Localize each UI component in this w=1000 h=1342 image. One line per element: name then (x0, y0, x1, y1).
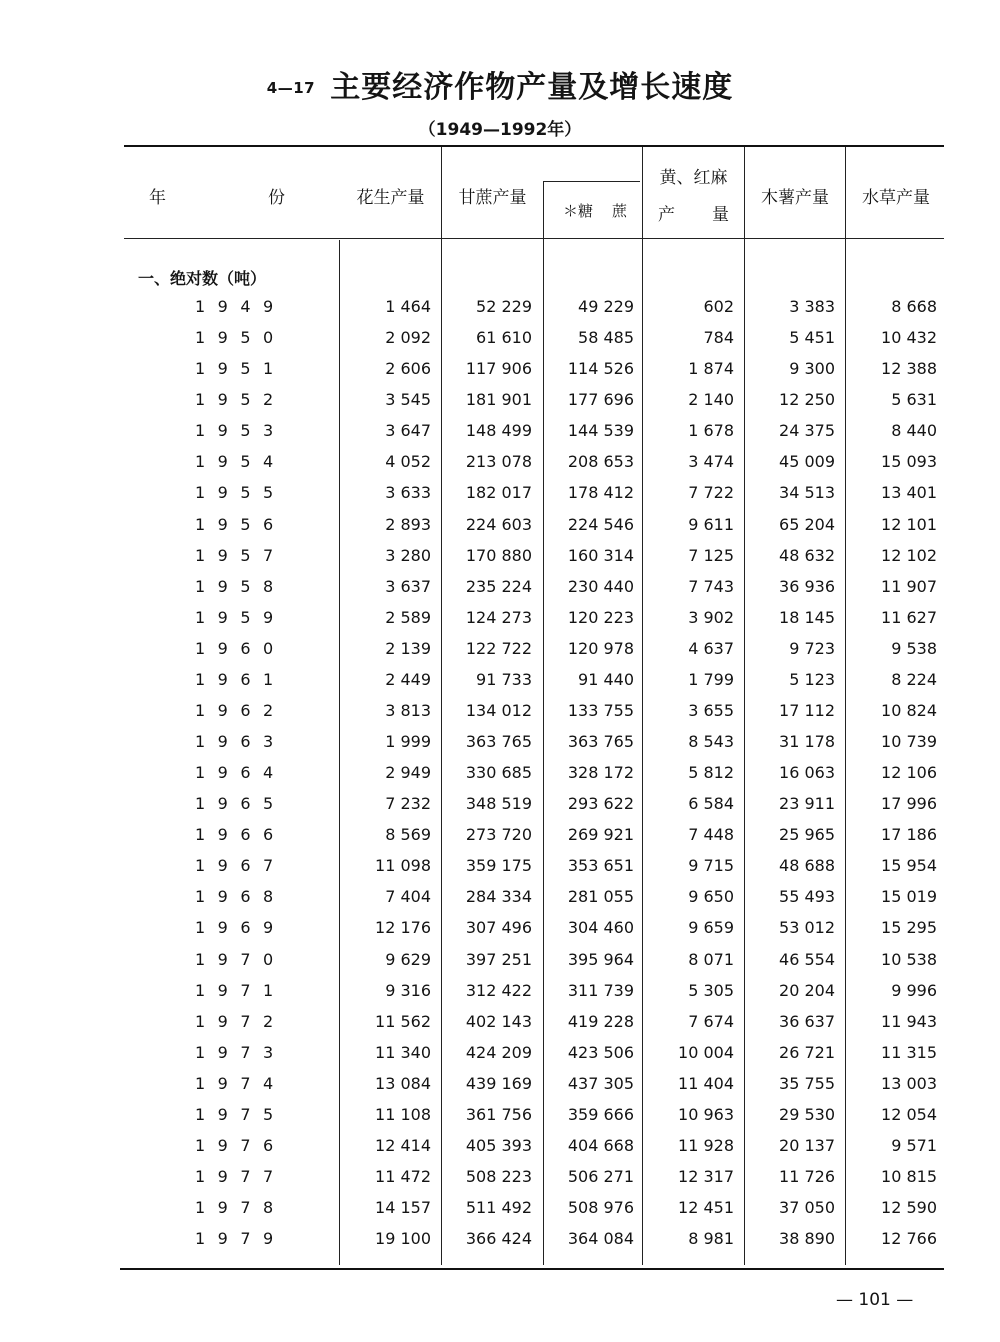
cell-cassava: 48 632 (779, 545, 835, 565)
cell-peanut: 2 449 (385, 669, 431, 689)
cell-sugarcane: 439 169 (465, 1073, 532, 1093)
cell-sugarcane: 52 229 (476, 297, 532, 316)
cell-sugarcane: 182 017 (465, 483, 532, 503)
table-row (0, 701, 1000, 732)
cell-sugarcane: 508 223 (465, 1167, 532, 1186)
cell-jute: 10 963 (678, 1104, 734, 1124)
cell-jute: 1 799 (688, 669, 734, 689)
row-year: 1979 (195, 1229, 286, 1249)
cell-rush: 10 432 (881, 328, 937, 348)
cell-sugarcane: 359 175 (465, 856, 532, 876)
cell-sugar-cane: 120 978 (567, 638, 634, 658)
cell-rush: 11 627 (881, 607, 937, 627)
cell-jute: 11 928 (678, 1135, 734, 1155)
cell-sugar-cane: 269 921 (567, 825, 634, 845)
cell-rush: 12 388 (881, 359, 937, 379)
table-row (0, 1136, 1000, 1167)
cell-sugarcane: 181 901 (465, 390, 532, 410)
cell-peanut: 3 813 (385, 700, 431, 720)
cell-cassava: 11 726 (779, 1167, 835, 1186)
cell-cassava: 24 375 (779, 421, 835, 441)
cell-cassava: 36 637 (779, 1011, 835, 1031)
row-year: 1959 (195, 607, 286, 627)
cell-jute: 784 (703, 328, 734, 348)
cell-cassava: 46 554 (779, 949, 835, 969)
table-row (0, 515, 1000, 546)
cell-sugar-cane: 281 055 (567, 887, 634, 907)
table-row (0, 918, 1000, 949)
table-row (0, 670, 1000, 701)
cell-sugar-cane: 133 755 (567, 700, 634, 720)
table-row (0, 639, 1000, 670)
cell-sugarcane: 361 756 (465, 1104, 532, 1124)
cell-cassava: 12 250 (779, 390, 835, 410)
header-peanut: 花生产量 (356, 188, 425, 208)
cell-rush: 12 766 (881, 1229, 937, 1249)
cell-sugarcane: 348 519 (465, 794, 532, 814)
cell-cassava: 38 890 (779, 1229, 835, 1249)
cell-cassava: 20 137 (779, 1135, 835, 1155)
row-year: 1954 (195, 452, 286, 472)
row-year: 1978 (195, 1198, 286, 1217)
cell-rush: 17 996 (881, 794, 937, 814)
cell-sugarcane: 402 143 (465, 1011, 532, 1031)
cell-peanut: 12 414 (375, 1135, 431, 1155)
cell-jute: 1 678 (688, 421, 734, 441)
cell-rush: 8 668 (891, 297, 937, 316)
row-year: 1952 (195, 390, 286, 410)
cell-rush: 12 102 (881, 545, 937, 565)
header-sugarcane: 甘蔗产量 (458, 188, 527, 208)
cell-peanut: 11 108 (375, 1104, 431, 1124)
cell-rush: 10 815 (881, 1167, 937, 1186)
table-row (0, 1012, 1000, 1043)
cell-peanut: 11 340 (375, 1042, 431, 1062)
row-year: 1971 (195, 980, 286, 1000)
cell-sugar-cane: 404 668 (567, 1135, 634, 1155)
table-row (0, 1229, 1000, 1260)
header-year-left: 年 (149, 188, 166, 208)
row-year: 1949 (195, 297, 286, 316)
row-year: 1956 (195, 514, 286, 534)
row-year: 1970 (195, 949, 286, 969)
cell-cassava: 5 123 (789, 669, 835, 689)
cell-peanut: 2 606 (385, 359, 431, 379)
cell-rush: 8 224 (891, 669, 937, 689)
cell-sugarcane: 61 610 (476, 328, 532, 348)
table-row (0, 732, 1000, 763)
table-row (0, 390, 1000, 421)
top-rule (124, 145, 944, 147)
cell-sugar-cane: 437 305 (567, 1073, 634, 1093)
table-row (0, 1198, 1000, 1229)
cell-peanut: 3 637 (385, 576, 431, 596)
cell-rush: 8 440 (891, 421, 937, 441)
row-year: 1972 (195, 1011, 286, 1031)
table-row (0, 981, 1000, 1012)
header-jute-line1: 黄、红麻 (659, 168, 728, 188)
cell-sugarcane: 366 424 (465, 1229, 532, 1249)
table-number: 4—17 (266, 79, 316, 97)
header-year-right: 份 (268, 188, 285, 208)
cell-peanut: 2 139 (385, 638, 431, 658)
cell-sugarcane: 312 422 (465, 980, 532, 1000)
cell-peanut: 11 562 (375, 1011, 431, 1031)
cell-sugarcane: 148 499 (465, 421, 532, 441)
cell-jute: 11 404 (678, 1073, 734, 1093)
header-sugar-cane-2: 蔗 (612, 202, 628, 220)
cell-sugar-cane: 423 506 (567, 1042, 634, 1062)
cell-rush: 10 824 (881, 700, 937, 720)
cell-cassava: 3 383 (789, 297, 835, 316)
cell-sugarcane: 170 880 (465, 545, 532, 565)
cell-sugarcane: 235 224 (465, 576, 532, 596)
cell-jute: 8 071 (688, 949, 734, 969)
cell-sugar-cane: 114 526 (567, 359, 634, 379)
cell-sugar-cane: 49 229 (578, 297, 634, 316)
cell-rush: 9 571 (891, 1135, 937, 1155)
cell-sugarcane: 330 685 (465, 763, 532, 782)
row-year: 1974 (195, 1073, 286, 1093)
header-jute-line2b: 量 (712, 205, 729, 225)
table-subtitle: （1949—1992年） (418, 120, 582, 140)
cell-cassava: 45 009 (779, 452, 835, 472)
table-row (0, 794, 1000, 825)
cell-peanut: 7 404 (385, 887, 431, 907)
cell-jute: 5 812 (688, 763, 734, 782)
cell-cassava: 26 721 (779, 1042, 835, 1062)
cell-jute: 3 655 (688, 700, 734, 720)
table-row (0, 577, 1000, 608)
cell-peanut: 2 893 (385, 514, 431, 534)
row-year: 1976 (195, 1135, 286, 1155)
table-row (0, 1167, 1000, 1198)
cell-rush: 15 954 (881, 856, 937, 876)
cell-sugar-cane: 293 622 (567, 794, 634, 814)
row-year: 1965 (195, 794, 286, 814)
cell-rush: 12 590 (881, 1198, 937, 1217)
cell-cassava: 37 050 (779, 1198, 835, 1217)
cell-sugarcane: 213 078 (465, 452, 532, 472)
row-year: 1958 (195, 576, 286, 596)
row-year: 1960 (195, 638, 286, 658)
cell-peanut: 11 098 (375, 856, 431, 876)
row-year: 1962 (195, 700, 286, 720)
cell-rush: 12 054 (881, 1104, 937, 1124)
cell-rush: 11 943 (881, 1011, 937, 1031)
cell-peanut: 3 280 (385, 545, 431, 565)
row-year: 1961 (195, 669, 286, 689)
cell-cassava: 34 513 (779, 483, 835, 503)
cell-sugar-cane: 58 485 (578, 328, 634, 348)
table-row (0, 483, 1000, 514)
cell-cassava: 35 755 (779, 1073, 835, 1093)
cell-rush: 10 739 (881, 732, 937, 751)
table-row (0, 1074, 1000, 1105)
cell-jute: 12 317 (678, 1167, 734, 1186)
cell-sugarcane: 273 720 (465, 825, 532, 845)
cell-jute: 12 451 (678, 1198, 734, 1217)
row-year: 1969 (195, 918, 286, 938)
cell-jute: 3 902 (688, 607, 734, 627)
cell-sugar-cane: 364 084 (567, 1229, 634, 1249)
header-cassava: 木薯产量 (761, 188, 829, 208)
cell-sugar-cane: 160 314 (567, 545, 634, 565)
cell-rush: 15 093 (881, 452, 937, 472)
cell-sugarcane: 122 722 (465, 638, 532, 658)
cell-sugar-cane: 120 223 (567, 607, 634, 627)
header-sugar-cane-1: ＊糖 (563, 202, 594, 220)
cell-rush: 12 101 (881, 514, 937, 534)
cell-rush: 13 003 (881, 1073, 937, 1093)
cell-sugar-cane: 508 976 (567, 1198, 634, 1217)
page-number: — 101 — (836, 1290, 914, 1310)
cell-sugarcane: 134 012 (465, 700, 532, 720)
table-row (0, 1105, 1000, 1136)
cell-cassava: 9 300 (789, 359, 835, 379)
cell-jute: 602 (703, 297, 734, 316)
cell-rush: 17 186 (881, 825, 937, 845)
cell-sugar-cane: 208 653 (567, 452, 634, 472)
cell-peanut: 2 589 (385, 607, 431, 627)
cell-jute: 1 874 (688, 359, 734, 379)
cell-sugar-cane: 353 651 (567, 856, 634, 876)
sugar-subheader-rule (543, 181, 640, 182)
cell-jute: 8 981 (688, 1229, 734, 1249)
cell-jute: 4 637 (688, 638, 734, 658)
cell-peanut: 14 157 (375, 1198, 431, 1217)
cell-jute: 3 474 (688, 452, 734, 472)
cell-cassava: 20 204 (779, 980, 835, 1000)
cell-peanut: 2 949 (385, 763, 431, 782)
table-row (0, 763, 1000, 794)
table-row (0, 608, 1000, 639)
table-row (0, 359, 1000, 390)
cell-sugarcane: 224 603 (465, 514, 532, 534)
cell-sugar-cane: 91 440 (578, 669, 634, 689)
table-row (0, 421, 1000, 452)
cell-sugar-cane: 304 460 (567, 918, 634, 938)
cell-sugarcane: 284 334 (465, 887, 532, 907)
cell-cassava: 31 178 (779, 732, 835, 751)
cell-jute: 7 125 (688, 545, 734, 565)
row-year: 1964 (195, 763, 286, 782)
row-year: 1966 (195, 825, 286, 845)
cell-sugarcane: 405 393 (465, 1135, 532, 1155)
cell-rush: 15 019 (881, 887, 937, 907)
cell-sugarcane: 424 209 (465, 1042, 532, 1062)
cell-sugar-cane: 224 546 (567, 514, 634, 534)
cell-cassava: 17 112 (779, 700, 835, 720)
row-year: 1975 (195, 1104, 286, 1124)
cell-sugarcane: 124 273 (465, 607, 532, 627)
row-year: 1967 (195, 856, 286, 876)
cell-sugar-cane: 363 765 (567, 732, 634, 751)
cell-jute: 9 650 (688, 887, 734, 907)
cell-jute: 9 659 (688, 918, 734, 938)
table-row (0, 825, 1000, 856)
header-bottom-rule (124, 238, 944, 239)
cell-cassava: 29 530 (779, 1104, 835, 1124)
cell-jute: 7 674 (688, 1011, 734, 1031)
cell-jute: 6 584 (688, 794, 734, 814)
cell-cassava: 53 012 (779, 918, 835, 938)
cell-rush: 15 295 (881, 918, 937, 938)
table-row (0, 297, 1000, 328)
cell-sugar-cane: 178 412 (567, 483, 634, 503)
cell-rush: 11 315 (881, 1042, 937, 1062)
row-year: 1977 (195, 1167, 286, 1186)
cell-sugarcane: 511 492 (465, 1198, 532, 1217)
cell-sugar-cane: 419 228 (567, 1011, 634, 1031)
cell-sugarcane: 307 496 (465, 918, 532, 938)
cell-peanut: 13 084 (375, 1073, 431, 1093)
cell-sugar-cane: 395 964 (567, 949, 634, 969)
cell-jute: 7 448 (688, 825, 734, 845)
cell-jute: 2 140 (688, 390, 734, 410)
cell-peanut: 12 176 (375, 918, 431, 938)
cell-rush: 11 907 (881, 576, 937, 596)
cell-cassava: 25 965 (779, 825, 835, 845)
row-year: 1973 (195, 1042, 286, 1062)
cell-peanut: 9 629 (385, 949, 431, 969)
cell-sugar-cane: 177 696 (567, 390, 634, 410)
table-row (0, 546, 1000, 577)
cell-sugarcane: 397 251 (465, 949, 532, 969)
cell-cassava: 65 204 (779, 514, 835, 534)
cell-cassava: 55 493 (779, 887, 835, 907)
cell-jute: 9 611 (688, 514, 734, 534)
cell-sugar-cane: 144 539 (567, 421, 634, 441)
table-row (0, 452, 1000, 483)
table-title: 主要经济作物产量及增长速度 (330, 70, 734, 105)
cell-peanut: 9 316 (385, 980, 431, 1000)
cell-sugarcane: 91 733 (476, 669, 532, 689)
cell-peanut: 3 633 (385, 483, 431, 503)
row-year: 1963 (195, 732, 286, 751)
cell-jute: 7 722 (688, 483, 734, 503)
table-row (0, 950, 1000, 981)
cell-sugar-cane: 506 271 (567, 1167, 634, 1186)
cell-jute: 5 305 (688, 980, 734, 1000)
cell-peanut: 2 092 (385, 328, 431, 348)
row-year: 1968 (195, 887, 286, 907)
cell-jute: 10 004 (678, 1042, 734, 1062)
cell-peanut: 3 545 (385, 390, 431, 410)
cell-sugar-cane: 328 172 (567, 763, 634, 782)
row-year: 1950 (195, 328, 286, 348)
cell-rush: 9 996 (891, 980, 937, 1000)
cell-cassava: 23 911 (779, 794, 835, 814)
row-year: 1957 (195, 545, 286, 565)
cell-peanut: 1 464 (385, 297, 431, 316)
cell-rush: 12 106 (881, 763, 937, 782)
cell-peanut: 19 100 (375, 1229, 431, 1249)
cell-sugarcane: 117 906 (465, 359, 532, 379)
cell-cassava: 16 063 (779, 763, 835, 782)
row-year: 1953 (195, 421, 286, 441)
table-row (0, 887, 1000, 918)
cell-jute: 7 743 (688, 576, 734, 596)
cell-sugar-cane: 359 666 (567, 1104, 634, 1124)
cell-cassava: 5 451 (789, 328, 835, 348)
cell-peanut: 3 647 (385, 421, 431, 441)
header-rush: 水草产量 (862, 188, 930, 208)
cell-jute: 9 715 (688, 856, 734, 876)
cell-rush: 5 631 (891, 390, 937, 410)
cell-peanut: 1 999 (385, 732, 431, 751)
table-row (0, 1043, 1000, 1074)
cell-sugar-cane: 311 739 (567, 980, 634, 1000)
header-jute-line2a: 产 (658, 205, 675, 225)
row-year: 1951 (195, 359, 286, 379)
cell-jute: 8 543 (688, 732, 734, 751)
cell-cassava: 9 723 (789, 638, 835, 658)
table-row (0, 856, 1000, 887)
cell-cassava: 48 688 (779, 856, 835, 876)
cell-peanut: 11 472 (375, 1167, 431, 1186)
bottom-rule (120, 1268, 944, 1270)
table-heading (0, 62, 1000, 106)
row-year: 1955 (195, 483, 286, 503)
cell-peanut: 7 232 (385, 794, 431, 814)
section-label: 一、绝对数（吨） (138, 269, 267, 288)
cell-sugar-cane: 230 440 (567, 576, 634, 596)
cell-rush: 13 401 (881, 483, 937, 503)
cell-sugarcane: 363 765 (465, 732, 532, 751)
cell-cassava: 18 145 (779, 607, 835, 627)
cell-rush: 9 538 (891, 638, 937, 658)
cell-peanut: 8 569 (385, 825, 431, 845)
cell-peanut: 4 052 (385, 452, 431, 472)
cell-cassava: 36 936 (779, 576, 835, 596)
table-row (0, 328, 1000, 359)
cell-rush: 10 538 (881, 949, 937, 969)
